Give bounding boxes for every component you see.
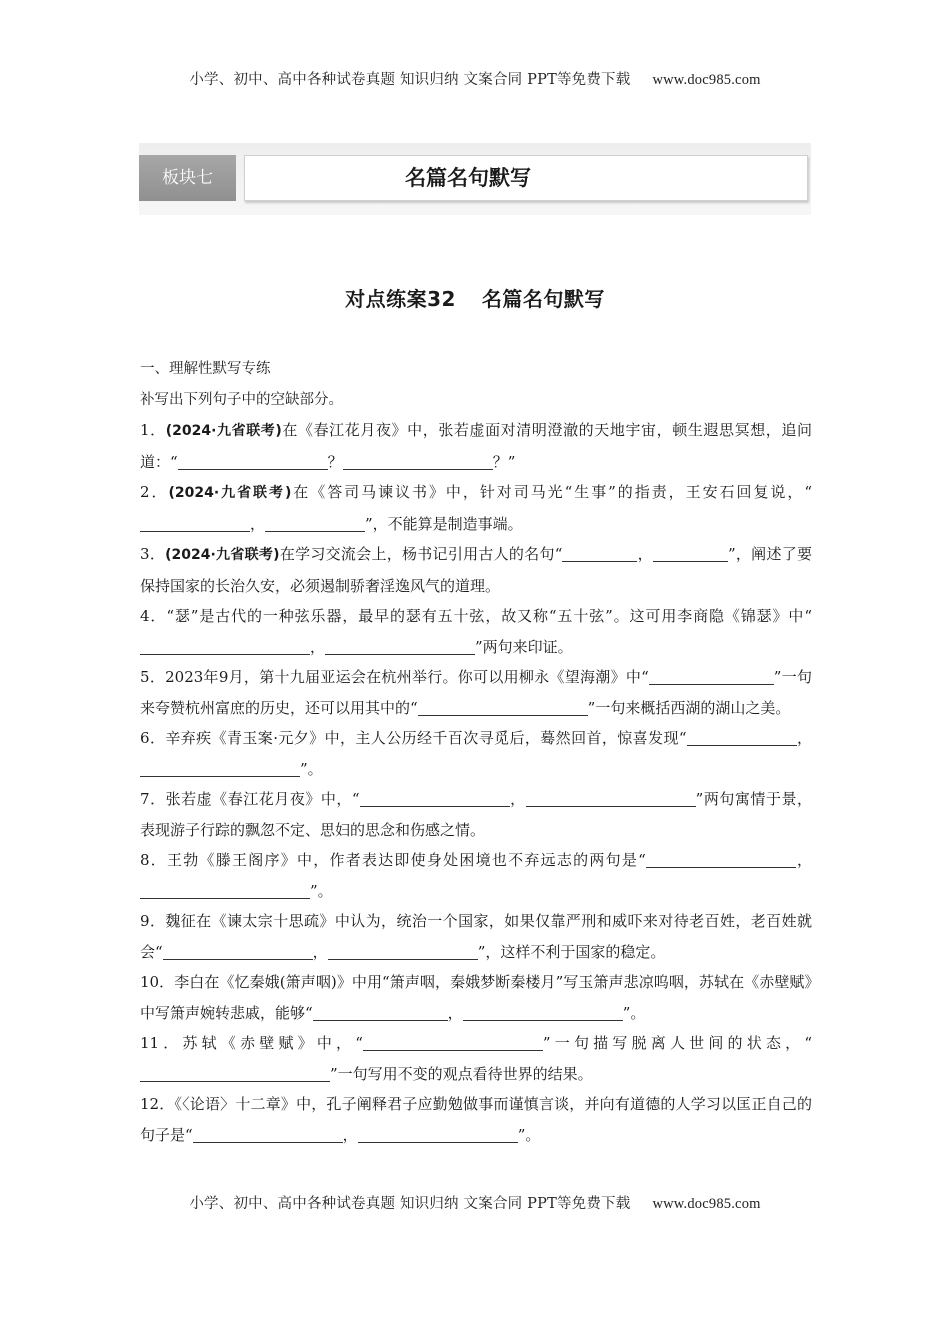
question-3: 3．(2024·九省联考)在学习交流会上，杨书记引用古人的名句“ ， ”，阐述了要保持国家的长治久安，必须遏制骄奢淫逸风气的道理。	[140, 545, 812, 595]
question-number: 6．	[140, 729, 166, 747]
question-text: 王勃《滕王阁序》中，作者表达即使身处困境也不弃远志的两句是“	[167, 851, 646, 869]
question-number: 2．	[140, 483, 169, 501]
answer-blank[interactable]	[313, 1002, 448, 1021]
doc-title-main: 对点练案32	[345, 287, 456, 311]
section-banner	[139, 143, 811, 215]
answer-blank[interactable]	[140, 636, 310, 655]
question-number: 1．	[140, 421, 166, 439]
footer-url[interactable]: www.doc985.com	[652, 1196, 761, 1212]
question-4: 4．“瑟”是古代的一种弦乐器，最早的瑟有五十弦，故又称“五十弦”。这可用李商隐《锦瑟》中“， ”两句来印证。	[140, 607, 812, 656]
answer-blank[interactable]	[358, 1124, 518, 1143]
page-header	[0, 68, 950, 89]
question-10: 10．李白在《忆秦娥(箫声咽)》中用“箫声咽，秦娥梦断秦楼月”写玉箫声悲凉呜咽，苏轼在《赤壁赋》中写箫声婉转悲戚，能够“ ， ”。	[140, 973, 812, 1022]
question-text: 张若虚《春江花月夜》中，“	[165, 790, 360, 808]
question-number: 9．	[140, 912, 166, 930]
footer-text: 小学、初中、高中各种试卷真题 知识归纳 文案合同 PPT等免费下载	[189, 1196, 631, 1212]
question-text: 魏征在《谏太宗十思疏》中认为，统治一个国家，如果仅靠严刑和威吓来对待老百姓，老百姓就会“	[140, 912, 812, 961]
question-5: 5．2023年9月，第十九届亚运会在杭州举行。你可以用柳永《望海潮》中“ ”一句来夸赞杭州富庶的历史，还可以用其中的“ ”一句来概括西湖的湖山之美。	[140, 668, 813, 717]
question-8: 8．王勃《滕王阁序》中，作者表达即使身处困境也不弃远志的两句是“ ，”。	[140, 851, 812, 900]
question-7: 7．张若虚《春江花月夜》中，“ ， ”两句寓情于景，表现游子行踪的飘忽不定、思妇的思念和伤感之情。	[140, 790, 813, 839]
question-source: (2024·九省联考)	[165, 423, 282, 439]
question-text: 李白在《忆秦娥(箫声咽)》中用“箫声咽，秦娥梦断秦楼月”写玉箫声悲凉呜咽，苏轼在《赤壁赋》中写箫声婉转悲戚，能够“	[140, 973, 812, 1022]
answer-blank[interactable]	[163, 941, 313, 960]
page-footer	[0, 1192, 950, 1213]
answer-blank[interactable]	[363, 1032, 543, 1051]
answer-blank[interactable]	[140, 758, 300, 777]
doc-title-sub: 名篇名句默写	[481, 287, 605, 311]
answer-blank[interactable]	[687, 727, 797, 746]
question-number: 8．	[140, 851, 168, 869]
answer-blank[interactable]	[140, 880, 310, 899]
question-11: 11．苏轼《赤壁赋》中，“ ”一句描写脱离人世间的状态，“”一句写用不变的观点看待世界的结果。	[140, 1034, 812, 1083]
answer-blank[interactable]	[343, 451, 493, 470]
question-text: 2023年9月，第十九届亚运会在杭州举行。你可以用柳永《望海潮》中“	[165, 668, 649, 686]
answer-blank[interactable]	[649, 666, 774, 685]
question-source: (2024·九省联考)	[168, 485, 292, 501]
answer-blank[interactable]	[140, 513, 250, 532]
question-number: 7．	[140, 790, 166, 808]
answer-blank[interactable]	[646, 849, 796, 868]
header-url[interactable]: www.doc985.com	[652, 72, 761, 88]
question-text: 在《答司马谏议书》中，针对司马光“生事”的指责，王安石回复说，“	[291, 483, 812, 501]
answer-blank[interactable]	[140, 1063, 330, 1082]
answer-blank[interactable]	[328, 941, 478, 960]
header-text: 小学、初中、高中各种试卷真题 知识归纳 文案合同 PPT等免费下载	[189, 72, 631, 88]
answer-blank[interactable]	[325, 636, 475, 655]
question-6: 6．辛弃疾《青玉案·元夕》中，主人公历经千百次寻觅后，蓦然回首，惊喜发现“ ，”。	[140, 729, 812, 778]
question-2: 2．(2024·九省联考)在《答司马谏议书》中，针对司马光“生事”的指责，王安石回复说，“， ”，不能算是制造事端。	[140, 483, 812, 533]
section-instruction: 补写出下列句子中的空缺部分。	[140, 391, 343, 408]
answer-blank[interactable]	[193, 1124, 343, 1143]
section-heading: 一、理解性默写专练	[140, 361, 271, 377]
question-text: 在学习交流会上，杨书记引用古人的名句“	[279, 545, 563, 563]
question-12: 12．《〈论语〉十二章》中，孔子阐释君子应勤勉做事而谨慎言谈，并向有道德的人学习以匡正自己的句子是“ ， ”。	[140, 1095, 812, 1144]
question-1: 1．(2024·九省联考)在《春江花月夜》中，张若虚面对清明澄澈的天地宇宙，顿生遐思冥想，追问道：“ ？ ？”	[140, 421, 812, 471]
answer-blank[interactable]	[360, 788, 510, 807]
answer-blank[interactable]	[463, 1002, 623, 1021]
answer-blank[interactable]	[178, 451, 328, 470]
question-list	[140, 354, 812, 1150]
question-number: 10．	[140, 973, 175, 991]
banner-title-box	[244, 155, 808, 201]
banner-title: 名篇名句默写	[405, 166, 531, 190]
answer-blank[interactable]	[526, 788, 696, 807]
question-number: 4．	[140, 607, 167, 625]
answer-blank[interactable]	[562, 543, 637, 562]
question-number: 3．	[140, 545, 166, 563]
answer-blank[interactable]	[265, 513, 365, 532]
question-text: “瑟”是古代的一种弦乐器，最早的瑟有五十弦，故又称“五十弦”。这可用李商隐《锦瑟》中“	[166, 607, 812, 625]
question-text: 辛弃疾《青玉案·元夕》中，主人公历经千百次寻觅后，蓦然回首，惊喜发现“	[165, 729, 687, 747]
question-9: 9．魏征在《谏太宗十思疏》中认为，统治一个国家，如果仅靠严刑和威吓来对待老百姓，老百姓就会“ ， ”，这样不利于国家的稳定。	[140, 912, 812, 961]
question-number: 11．	[140, 1034, 183, 1052]
question-text: 苏轼《赤壁赋》中，“	[182, 1034, 363, 1052]
question-text: 在《春江花月夜》中，张若虚面对清明澄澈的天地宇宙，顿生遐思冥想，追问道：“	[140, 421, 812, 471]
question-number: 5．	[140, 668, 166, 686]
question-source: (2024·九省联考)	[165, 547, 280, 563]
banner-tag: 板块七	[139, 155, 236, 201]
answer-blank[interactable]	[418, 697, 588, 716]
question-number: 12．	[140, 1095, 175, 1113]
question-text: 《〈论语〉十二章》中，孔子阐释君子应勤勉做事而谨慎言谈，并向有道德的人学习以匡正自己的句子是“	[140, 1095, 812, 1144]
answer-blank[interactable]	[653, 543, 728, 562]
document-title	[0, 283, 950, 312]
